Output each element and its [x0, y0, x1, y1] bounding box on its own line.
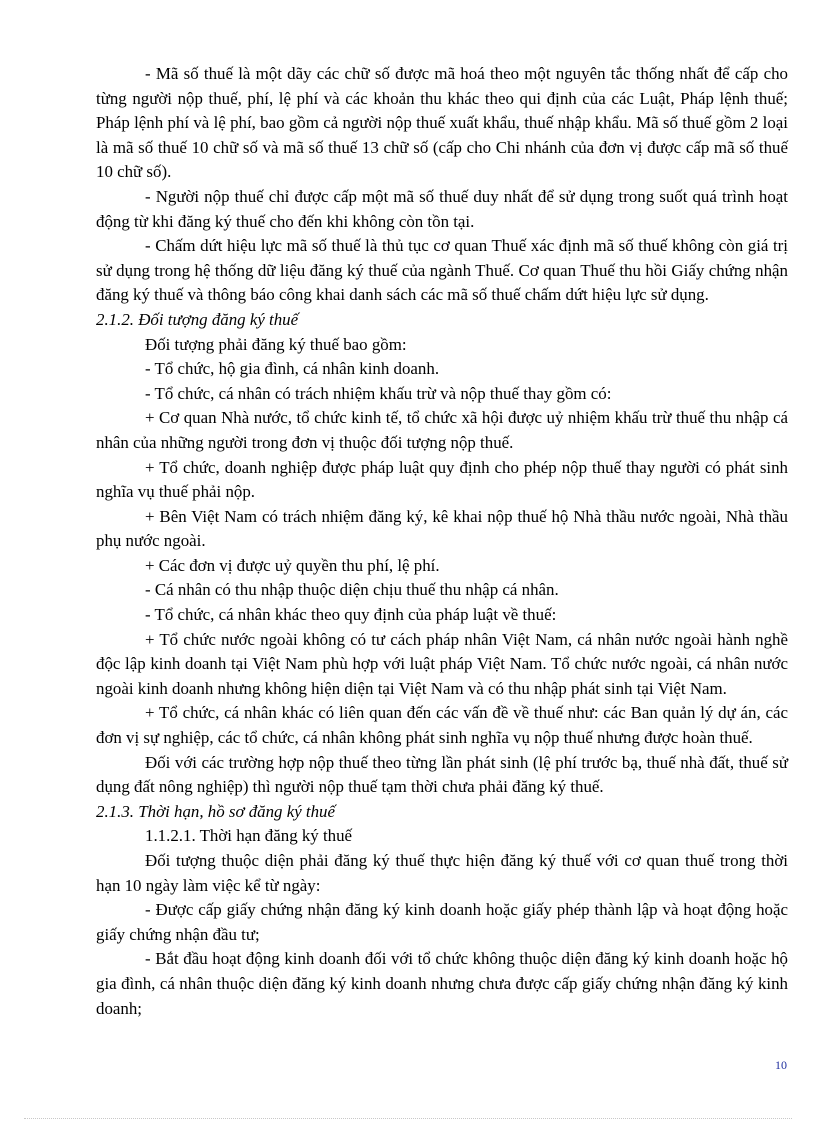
subsection-heading-1-1-2-1: 1.1.2.1. Thời hạn đăng ký thuế — [145, 826, 353, 846]
paragraph-registrants-intro: Đối tượng phải đăng ký thuế bao gồm: — [145, 334, 407, 354]
list-item-individual-income: - Cá nhân có thu nhập thuộc diện chịu thuế thu nhập cá nhân. — [145, 580, 559, 600]
list-item-withholding-entities: - Tổ chức, cá nhân có trách nhiệm khấu trừ và nộp thuế thay gồm có: — [145, 383, 612, 403]
document-page — [96, 62, 788, 1021]
sub-item-state-agencies: + Cơ quan Nhà nước, tổ chức kinh tế, tổ chức xã hội được uỷ nhiệm khấu trừ thuế thu nhập cá nhân của những người trong đơn vị thuộc đối tượng nộp thuế. — [96, 408, 788, 452]
section-heading-2-1-2: 2.1.2. Đối tượng đăng ký thuế — [96, 309, 299, 329]
paragraph-single-tax-code: - Người nộp thuế chỉ được cấp một mã số thuế duy nhất để sử dụng trong suốt quá trình hoạt động từ khi đăng ký thuế cho đến khi không còn tồn tại. — [96, 186, 788, 231]
section-heading-2-1-3: 2.1.3. Thời hạn, hồ sơ đăng ký thuế — [96, 801, 336, 821]
sub-item-other-related: + Tổ chức, cá nhân khác có liên quan đến các vấn đề về thuế như: các Ban quản lý dự án, các đơn vị sự nghiệp, các tổ chức, cá nhân không phát sinh nghĩa vụ nộp thuế nhưng được hoàn thuế. — [96, 703, 788, 748]
sub-item-foreign-organizations: + Tổ chức nước ngoài không có tư cách pháp nhân Việt Nam, cá nhân nước ngoài hành nghề độc lập kinh doanh tại Việt Nam phù hợp với luật pháp Việt Nam. Tổ chức nước ngoài, cá nhân nước ngoài kinh doanh nhưng không hiện diện tại Việt Nam và có thu nhập phát sinh tại Việt Nam. — [96, 629, 788, 698]
list-item-business-entities: - Tổ chức, hộ gia đình, cá nhân kinh doanh. — [145, 359, 440, 379]
paragraph-tax-code-termination: - Chấm dứt hiệu lực mã số thuế là thủ tục cơ quan Thuế xác định mã số thuế không còn giá trị sử dụng trong hệ thống dữ liệu đăng ký thuế của ngành Thuế. Cơ quan Thuế thu hồi Giấy chứng nhận đăng ký thuế và thông báo công khai danh sách các mã số thuế chấm dứt hiệu lực sử dụng. — [96, 236, 788, 305]
sub-item-fee-collectors: + Các đơn vị được uỷ quyền thu phí, lệ phí. — [145, 555, 440, 575]
sub-item-vietnamese-party: + Bên Việt Nam có trách nhiệm đăng ký, kê khai nộp thuế hộ Nhà thầu nước ngoài, Nhà thầu phụ nước ngoài. — [96, 506, 788, 551]
list-item-start-business: - Bắt đầu hoạt động kinh doanh đối với tổ chức không thuộc diện đăng ký kinh doanh hoặc hộ gia đình, cá nhân thuộc diện đăng ký kinh doanh nhưng chưa được cấp giấy chứng nhận đăng ký kinh doanh; — [96, 949, 788, 1018]
paragraph-per-occurrence-exemption: Đối với các trường hợp nộp thuế theo từng lần phát sinh (lệ phí trước bạ, thuế nhà đất, thuế sử dụng đất nông nghiệp) thì người nộp thuế tạm thời chưa phải đăng ký thuế. — [96, 752, 788, 797]
page-bottom-divider — [24, 1118, 792, 1119]
list-item-business-certificate: - Được cấp giấy chứng nhận đăng ký kinh doanh hoặc giấy phép thành lập và hoạt động hoặc giấy chứng nhận đầu tư; — [96, 900, 788, 944]
paragraph-registration-deadline: Đối tượng thuộc diện phải đăng ký thuế thực hiện đăng ký thuế với cơ quan thuế trong thời hạn 10 ngày làm việc kể từ ngày: — [96, 851, 788, 895]
paragraph-tax-code-definition: - Mã số thuế là một dãy các chữ số được mã hoá theo một nguyên tắc thống nhất để cấp cho từng người nộp thuế, phí, lệ phí và các khoản thu khác theo qui định của các Luật, Pháp lệnh thuế; Pháp lệnh phí và lệ phí, bao gồm cả người nộp thuế xuất khẩu, thuế nhập khẩu. Mã số thuế gồm 2 loại là mã số thuế 10 chữ số và mã số thuế 13 chữ số (cấp cho Chi nhánh của đơn vị được cấp mã số thuế 10 chữ số). — [96, 64, 788, 182]
page-number: 10 — [775, 1058, 787, 1072]
list-item-other-entities: - Tổ chức, cá nhân khác theo quy định của pháp luật về thuế: — [145, 605, 557, 625]
sub-item-enterprises: + Tổ chức, doanh nghiệp được pháp luật quy định cho phép nộp thuế thay người có phát sinh nghĩa vụ thuế phải nộp. — [96, 457, 788, 502]
